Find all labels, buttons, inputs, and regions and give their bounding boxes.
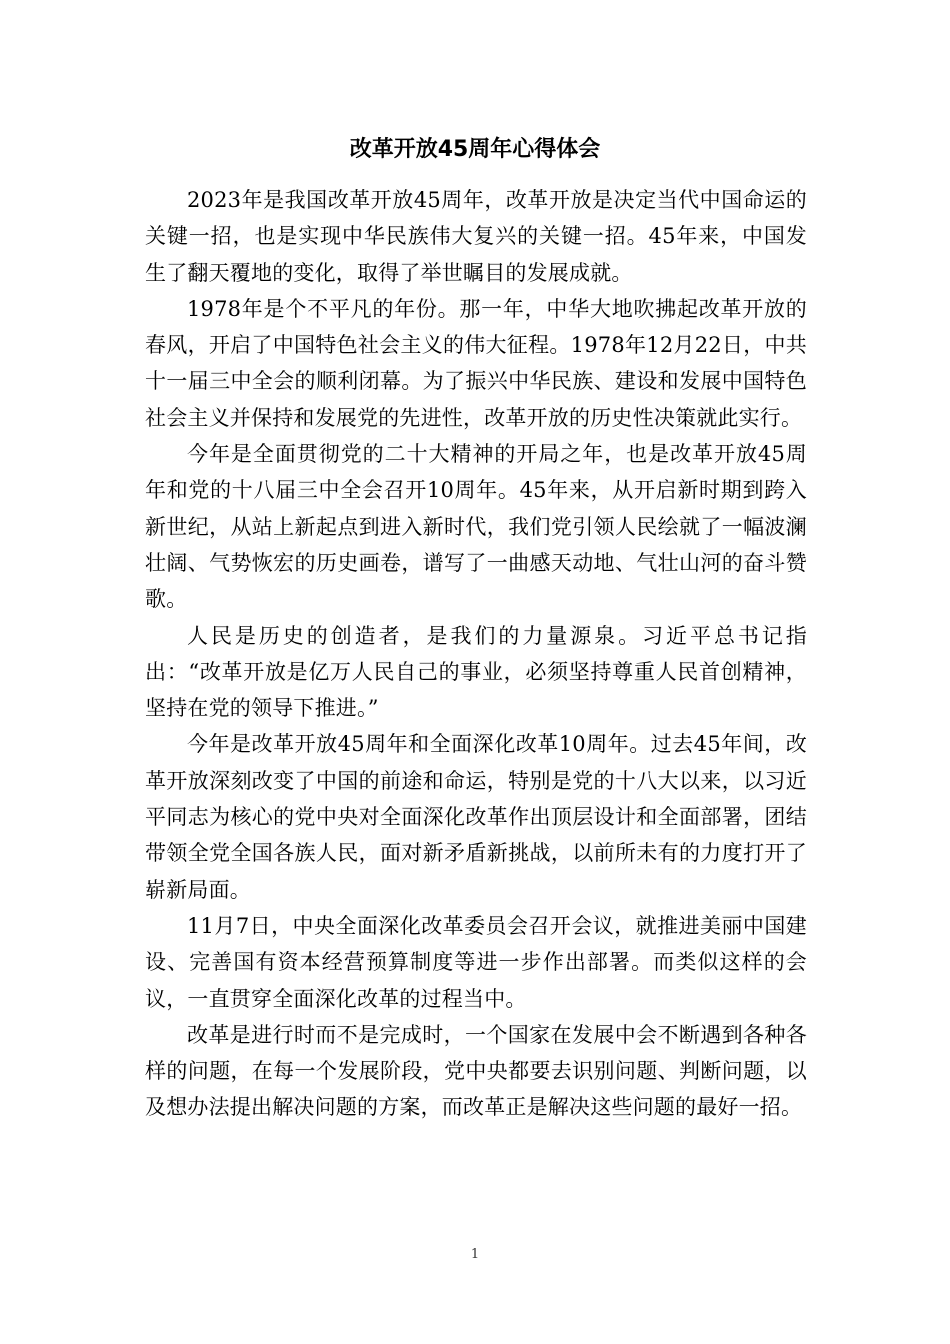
document-title: 改革开放45周年心得体会 — [349, 137, 601, 162]
paragraph-2: 1978年是个不平凡的年份。那一年，中华大地吹拂起改革开放的春风，开启了中国特色社会主义的伟大征程。1978年12月22日，中共十一届三中全会的顺利闭幕。为了振兴中华民族、建设和发展中国特色社会主义并保持和发展党的先进性，改革开放的历史性决策就此实行。 — [145, 296, 807, 430]
document-body — [145, 182, 807, 1126]
paragraph-5: 今年是改革开放45周年和全面深化改革10周年。过去45年间，改革开放深刻改变了中国的前途和命运，特别是党的十八大以来，以习近平同志为核心的党中央对全面深化改革作出顶层设计和全面部署，团结带领全党全国各族人民，面对新矛盾新挑战，以前所未有的力度打开了崭新局面。 — [145, 732, 807, 902]
paragraph-7: 改革是进行时而不是完成时，一个国家在发展中会不断遇到各种各样的问题，在每一个发展阶段，党中央都要去识别问题、判断问题，以及想办法提出解决问题的方案，而改革正是解决这些问题的最好一招。 — [145, 1022, 807, 1120]
paragraph-6: 11月7日，中央全面深化改革委员会召开会议，就推进美丽中国建设、完善国有资本经营预算制度等进一步作出部署。而类似这样的会议，一直贯穿全面深化改革的过程当中。 — [145, 913, 807, 1011]
paragraph-4: 人民是历史的创造者，是我们的力量源泉。习近平总书记指出：“改革开放是亿万人民自己的事业，必须坚持尊重人民首创精神，坚持在党的领导下推进。” — [145, 623, 807, 721]
page-number: 1 — [470, 1247, 480, 1262]
paragraph-1: 2023年是我国改革开放45周年，改革开放是决定当代中国命运的关键一招，也是实现中华民族伟大复兴的关键一招。45年来，中国发生了翻天覆地的变化，取得了举世瞩目的发展成就。 — [145, 188, 807, 285]
paragraph-3: 今年是全面贯彻党的二十大精神的开局之年，也是改革开放45周年和党的十八届三中全会召开10周年。45年来，从开启新时期到跨入新世纪，从站上新起点到进入新时代，我们党引领人民绘就了一幅波澜壮阔、气势恢宏的历史画卷，谱写了一曲感天动地、气壮山河的奋斗赞歌。 — [145, 442, 807, 612]
